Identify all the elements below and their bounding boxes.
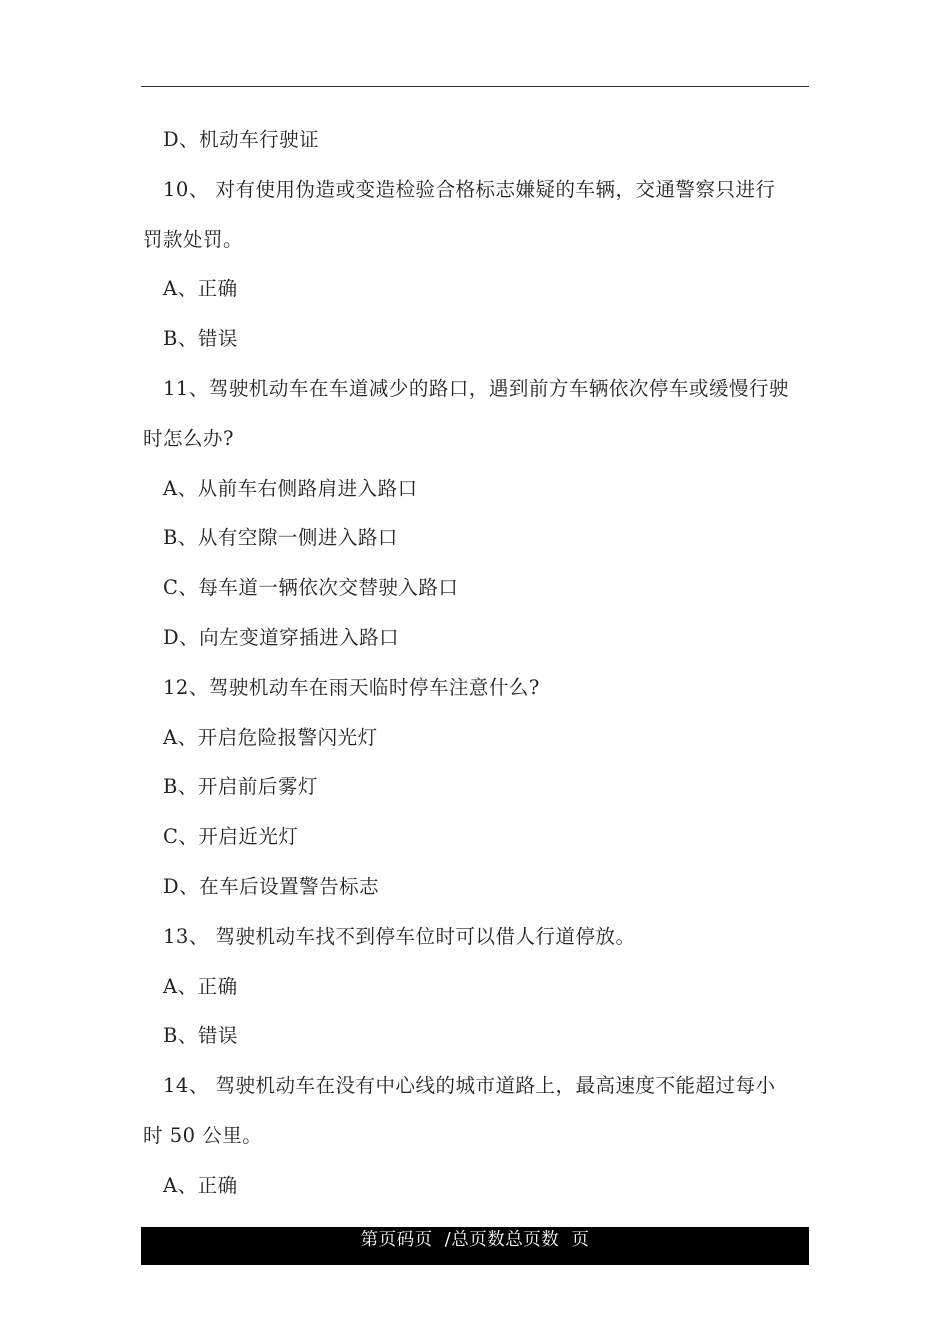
option-line: D、机动车行驶证 (163, 128, 320, 151)
header-rule (141, 86, 809, 87)
option-line: D、在车后设置警告标志 (163, 874, 380, 898)
option-line: A、正确 (163, 277, 238, 301)
question-line: 13、 驾驶机动车找不到停车位时可以借人行道停放。 (163, 924, 636, 948)
option-line: C、开启近光灯 (163, 825, 299, 849)
option-line: B、开启前后雾灯 (163, 775, 318, 799)
question-line: 12、驾驶机动车在雨天临时停车注意什么? (163, 675, 540, 699)
page-number-text: 第页码页 /总页数总页数 页 (360, 1230, 590, 1250)
question-line: 11、驾驶机动车在车道减少的路口，遇到前方车辆依次停车或缓慢行驶 (163, 376, 789, 400)
option-line: D、向左变道穿插进入路口 (163, 625, 400, 649)
option-line: A、从前车右侧路肩进入路口 (163, 476, 418, 500)
question-continuation: 罚款处罚。 (143, 227, 244, 251)
option-line: A、正确 (163, 1173, 238, 1197)
question-continuation: 时怎么办? (143, 426, 234, 450)
option-line: B、错误 (163, 327, 238, 351)
option-line: C、每车道一辆依次交替驶入路口 (163, 576, 459, 600)
question-line: 10、 对有使用伪造或变造检验合格标志嫌疑的车辆，交通警察只进行 (163, 177, 776, 201)
option-line: B、错误 (163, 1024, 238, 1048)
option-line: A、正确 (163, 974, 238, 998)
question-line: 14、 驾驶机动车在没有中心线的城市道路上，最高速度不能超过每小 (163, 1074, 776, 1098)
document-body (141, 115, 809, 1211)
option-line: B、从有空隙一侧进入路口 (163, 526, 398, 550)
option-line: A、开启危险报警闪光灯 (163, 725, 378, 749)
page-footer (141, 1227, 809, 1265)
question-continuation: 时 50 公里。 (143, 1123, 263, 1147)
